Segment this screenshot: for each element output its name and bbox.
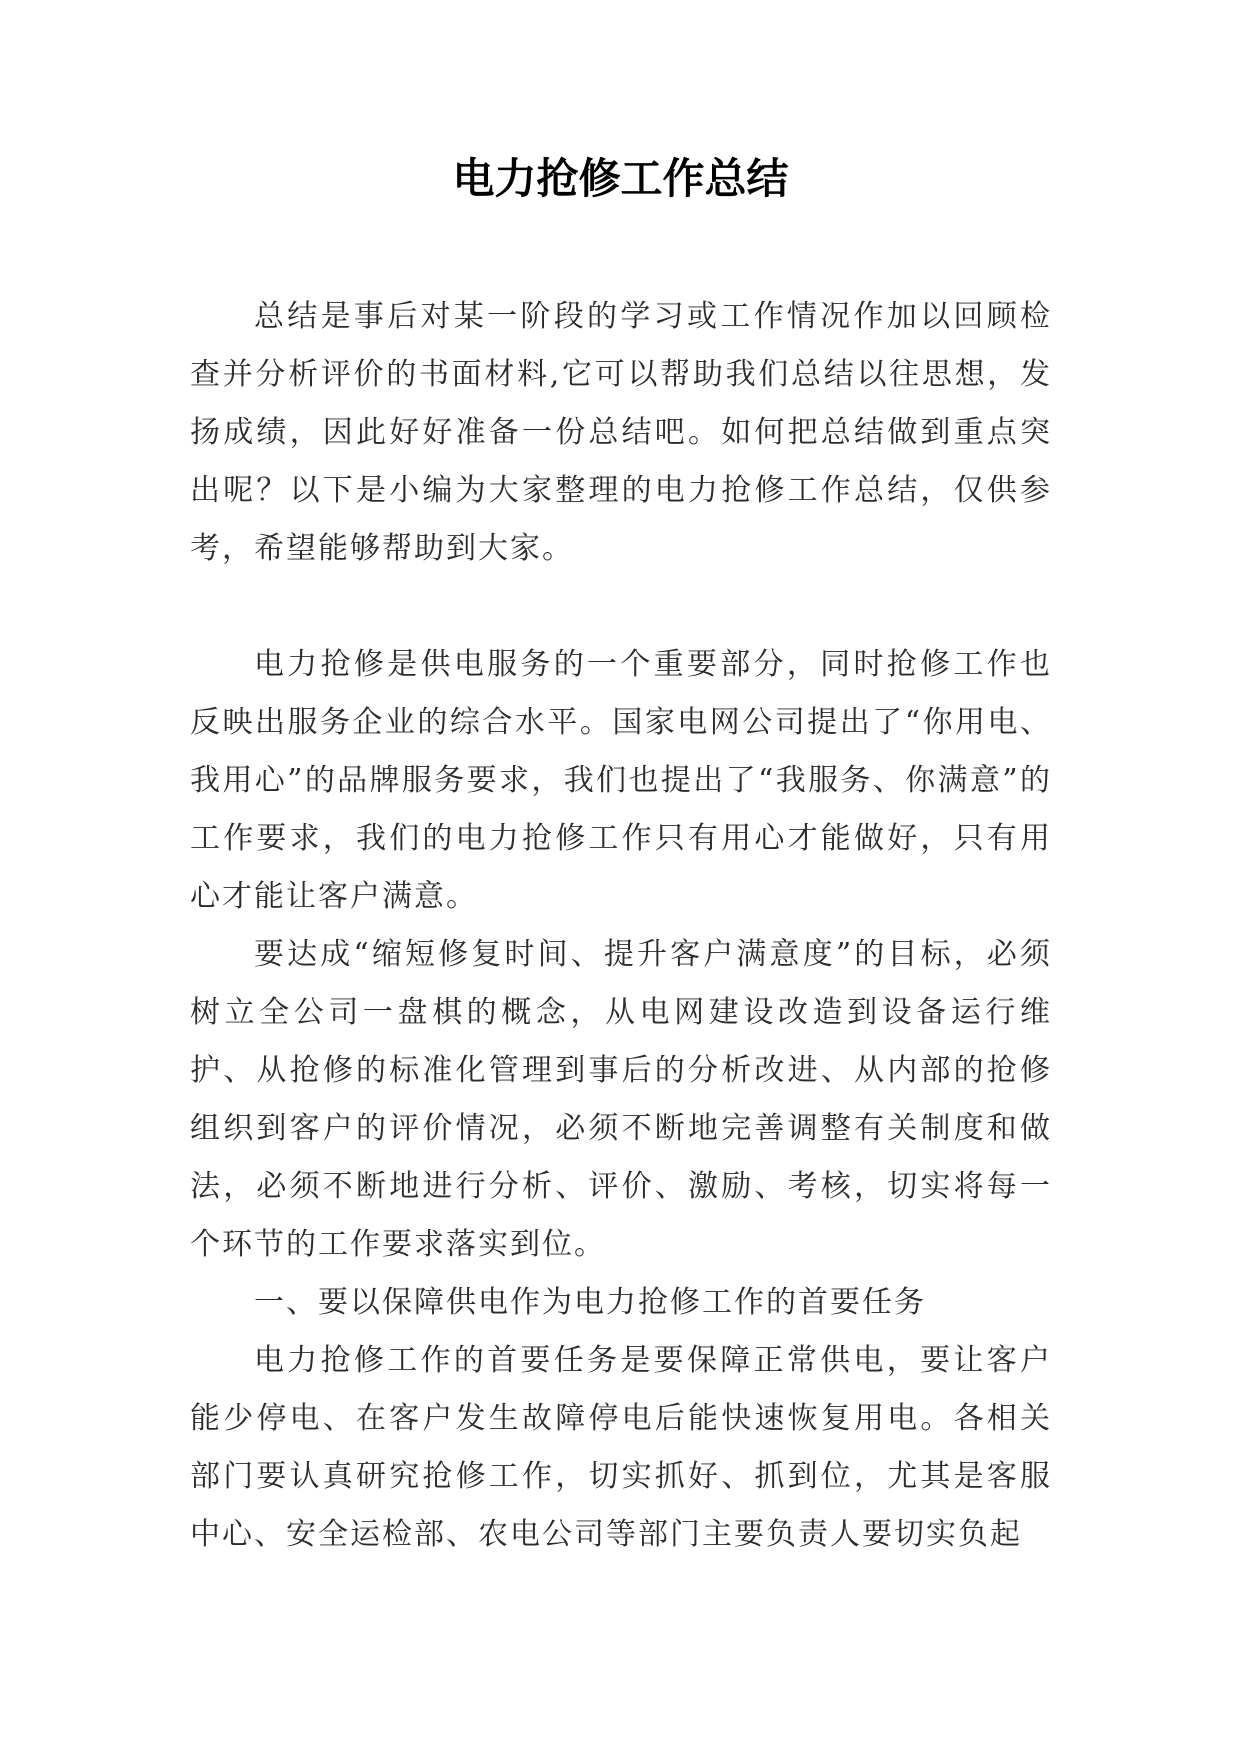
body-paragraph-1: 电力抢修是供电服务的一个重要部分，同时抢修工作也反映出服务企业的综合水平。国家电网公司提出了“你用电、我用心”的品牌服务要求，我们也提出了“我服务、你满意”的工作要求，我们的电力抢修工作只有用心才能做好，只有用心才能让客户满意。 bbox=[190, 647, 1052, 914]
paragraph-spacer bbox=[190, 578, 1052, 636]
body-paragraph-2: 要达成“缩短修复时间、提升客户满意度”的目标，必须树立全公司一盘棋的概念，从电网建设改造到设备运行维护、从抢修的标准化管理到事后的分析改进、从内部的抢修组织到客户的评价情况，必须不断地完善调整有关制度和做法，必须不断地进行分析、评价、激励、考核，切实将每一个环节的工作要求落实到位。 bbox=[190, 937, 1052, 1262]
intro-paragraph: 总结是事后对某一阶段的学习或工作情况作加以回顾检查并分析评价的书面材料,它可以帮助我们总结以往思想，发扬成绩，因此好好准备一份总结吧。如何把总结做到重点突出呢？以下是小编为大家整理的电力抢修工作总结，仅供参考，希望能够帮助到大家。 bbox=[190, 299, 1052, 566]
body-paragraph-3: 电力抢修工作的首要任务是要保障正常供电，要让客户能少停电、在客户发生故障停电后能快速恢复用电。各相关部门要认真研究抢修工作，切实抓好、抓到位，尤其是客服中心、安全运检部、农电公司等部门主要负责人要切实负起 bbox=[190, 1343, 1052, 1552]
section-heading-1: 一、要以保障供电作为电力抢修工作的首要任务 bbox=[254, 1285, 926, 1320]
document-body bbox=[190, 288, 1052, 1564]
document-title: 电力抢修工作总结 bbox=[452, 154, 789, 203]
